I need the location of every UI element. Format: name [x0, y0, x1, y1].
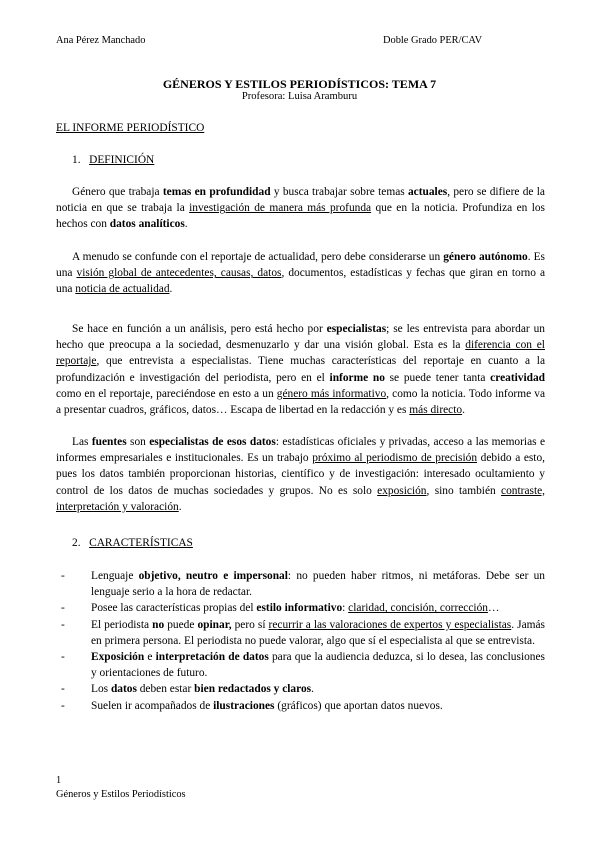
section-heading: EL INFORME PERIODÍSTICO — [56, 122, 205, 134]
page-number: 1 — [56, 775, 62, 786]
header-degree: Doble Grado PER/CAV — [383, 35, 483, 46]
document-subtitle: Profesora: Luisa Aramburu — [241, 91, 358, 102]
subsection-definicion — [72, 152, 154, 168]
paragraph-sources: Las fuentes son especialistas de esos datos: estadísticas oficiales y privadas, acceso a las memorias e informes empresariales e institucionales. Es un trabajo próximo al periodismo de precisión debido a esto, pues los datos también proporcionan historias, científico y de investigación: interesado ocultamiento y control de los datos de muchas sociedades y grupos. No es solo exposición, sino también contraste, interpretación y valoración. — [56, 436, 546, 513]
subsection-caracteristicas — [72, 535, 193, 551]
footer-text: Géneros y Estilos Periodísticos — [56, 789, 186, 800]
subsection-number: 2. — [72, 537, 81, 549]
list-item: - Lenguaje objetivo, neutro e impersonal: no pueden haber ritmos, ni metáforas. Debe ser un lenguaje serio a la hora de redactar. — [61, 570, 545, 599]
list-item: - Exposición e interpretación de datos para que la audiencia deduzca, si lo desea, las conclusiones y orientaciones de futuro. — [61, 651, 545, 680]
list-item: - Posee las características propias del estilo informativo: claridad, concisión, corrección… — [61, 602, 500, 615]
characteristics-list — [56, 568, 545, 714]
list-item: - Los datos deben estar bien redactados y claros. — [61, 683, 314, 696]
paragraph-autonomous-genre: A menudo se confunde con el reportaje de actualidad, pero debe considerarse un género autónomo. Es una visión global de antecedentes, causas, datos, documentos, estadísticas y fechas que giran en torno a una noticia de actualidad. — [56, 251, 545, 296]
list-item: - Suelen ir acompañados de ilustraciones (gráficos) que aportan datos nuevos. — [61, 699, 443, 712]
subsection-number: 1. — [72, 154, 81, 166]
subsection-title: DEFINICIÓN — [89, 154, 155, 166]
list-item: - El periodista no puede opinar, pero sí recurrir a las valoraciones de expertos y especialistas. Jamás en primera persona. El periodista no puede valorar, algo que sí el especialista al que se entrevista. — [61, 618, 545, 647]
header-author: Ana Pérez Manchado — [56, 35, 146, 46]
paragraph-definition: Género que trabaja temas en profundidad y busca trabajar sobre temas actuales, pero se difiere de la noticia en que se trabaja la investigación de manera más profunda que en la noticia. Profundiza en los hechos con datos analíticos. — [56, 186, 545, 231]
document-title: GÉNEROS Y ESTILOS PERIODÍSTICOS: TEMA 7 — [162, 77, 437, 91]
paragraph-specialists: Se hace en función a un análisis, pero está hecho por especialistas; se les entrevista para abordar un hecho que preocupa a la sociedad, desmenuzarlo y dar una visión global. Esta es la diferencia con el reportaje, que entrevista a especialistas. Tiene muchas características del reportaje en cuanto a la profundización e investigación del periodista, pero en el informe no se puede tener tanta creatividad como en el reportaje, pareciéndose en esto a un género más informativo, como la noticia. Todo informe va a presentar cuadros, gráficos, datos… Escapa de libertad en la redacción y es más directo. — [56, 323, 546, 417]
subsection-title: CARACTERÍSTICAS — [89, 537, 193, 549]
